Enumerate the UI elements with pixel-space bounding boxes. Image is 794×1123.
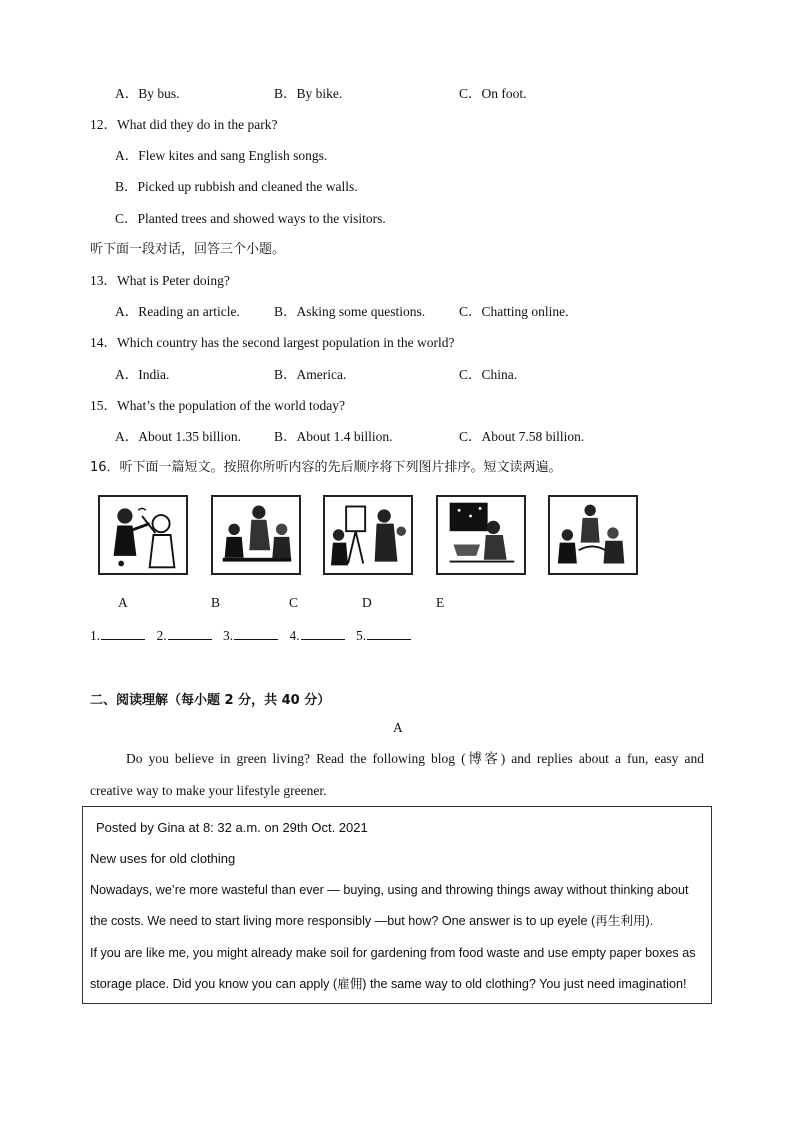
- blank-5-number: 5.: [356, 628, 367, 643]
- blank-1-number: 1.: [90, 628, 101, 643]
- dialogue-instruction: 听下面一段对话，回答三个小题。: [90, 242, 286, 257]
- blank-4[interactable]: [301, 626, 345, 640]
- blog-p1-line1: Nowadays, we’re more wasteful than ever — buying, using and throwing things away without thinking about: [90, 883, 689, 897]
- q15-stem: 15．What’s the population of the world today?: [90, 398, 345, 413]
- q13-stem: 13．What is Peter doing?: [90, 273, 230, 288]
- blank-3[interactable]: [234, 626, 278, 640]
- blank-2-number: 2.: [156, 628, 167, 643]
- q12-stem: 12．What did they do in the park?: [90, 117, 278, 132]
- picture-e: [548, 495, 638, 575]
- q13-option-c: C．Chatting online.: [459, 304, 569, 319]
- picture-label-a: A: [118, 595, 128, 610]
- violin-lesson-illustration: [100, 497, 186, 573]
- picture-a: [98, 495, 188, 575]
- q14-stem: 14．Which country has the second largest population in the world?: [90, 335, 455, 350]
- q11-option-c: C．On foot.: [459, 86, 527, 101]
- family-gathering-illustration: [550, 497, 636, 573]
- q13-option-a: A．Reading an article.: [115, 304, 240, 319]
- picture-b: [211, 495, 301, 575]
- blog-p2-line1: If you are like me, you might already make soil for gardening from food waste and use empty paper boxes as: [90, 946, 696, 960]
- dinner-party-illustration: [213, 497, 299, 573]
- q15-option-b: B．About 1.4 billion.: [274, 429, 393, 444]
- q14-option-c: C．China.: [459, 367, 518, 382]
- q16-stem: 16．听下面一篇短文。按照你所听内容的先后顺序将下列图片排序。短文读两遍。: [90, 460, 562, 475]
- q14-option-b: B．America.: [274, 367, 347, 382]
- blog-posted-line: Posted by Gina at 8: 32 a.m. on 29th Oct. 2021: [96, 820, 368, 835]
- q11-option-a: A．By bus.: [115, 86, 180, 101]
- blog-title: New uses for old clothing: [90, 851, 236, 866]
- painting-easel-illustration: [325, 497, 411, 573]
- q15-option-a: A．About 1.35 billion.: [115, 429, 242, 444]
- q15-option-c: C．About 7.58 billion.: [459, 429, 585, 444]
- q12-option-c: C．Planted trees and showed ways to the visitors.: [115, 211, 386, 226]
- blank-1[interactable]: [101, 626, 145, 640]
- blank-4-number: 4.: [289, 628, 300, 643]
- q12-option-b: B．Picked up rubbish and cleaned the walls.: [115, 179, 358, 194]
- q12-option-a: A．Flew kites and sang English songs.: [115, 148, 328, 163]
- blank-2[interactable]: [168, 626, 212, 640]
- section-heading: 二、阅读理解（每小题 2 分，共 40 分）: [90, 693, 331, 708]
- answer-blanks: [90, 626, 419, 645]
- passage-label: A: [393, 720, 403, 735]
- night-window-illustration: [438, 497, 524, 573]
- picture-label-c: C: [289, 595, 299, 610]
- picture-label-b: B: [211, 595, 221, 610]
- intro-line-1: Do you believe in green living? Read the following blog (博客) and replies about a fun, easy and: [126, 751, 704, 766]
- picture-d: [436, 495, 526, 575]
- q13-option-b: B．Asking some questions.: [274, 304, 426, 319]
- picture-label-e: E: [436, 595, 445, 610]
- intro-line-2: creative way to make your lifestyle greener.: [90, 783, 327, 798]
- blog-p1-line2: the costs. We need to start living more responsibly —but how? One answer is to up eyele (再生利用).: [90, 914, 654, 928]
- blank-5[interactable]: [367, 626, 411, 640]
- blank-3-number: 3.: [223, 628, 234, 643]
- picture-c: [323, 495, 413, 575]
- q14-option-a: A．India.: [115, 367, 170, 382]
- picture-label-d: D: [362, 595, 372, 610]
- blog-p2-line2: storage place. Did you know you can apply (雇佣) the same way to old clothing? You just need imagination!: [90, 977, 687, 991]
- q11-option-b: B．By bike.: [274, 86, 343, 101]
